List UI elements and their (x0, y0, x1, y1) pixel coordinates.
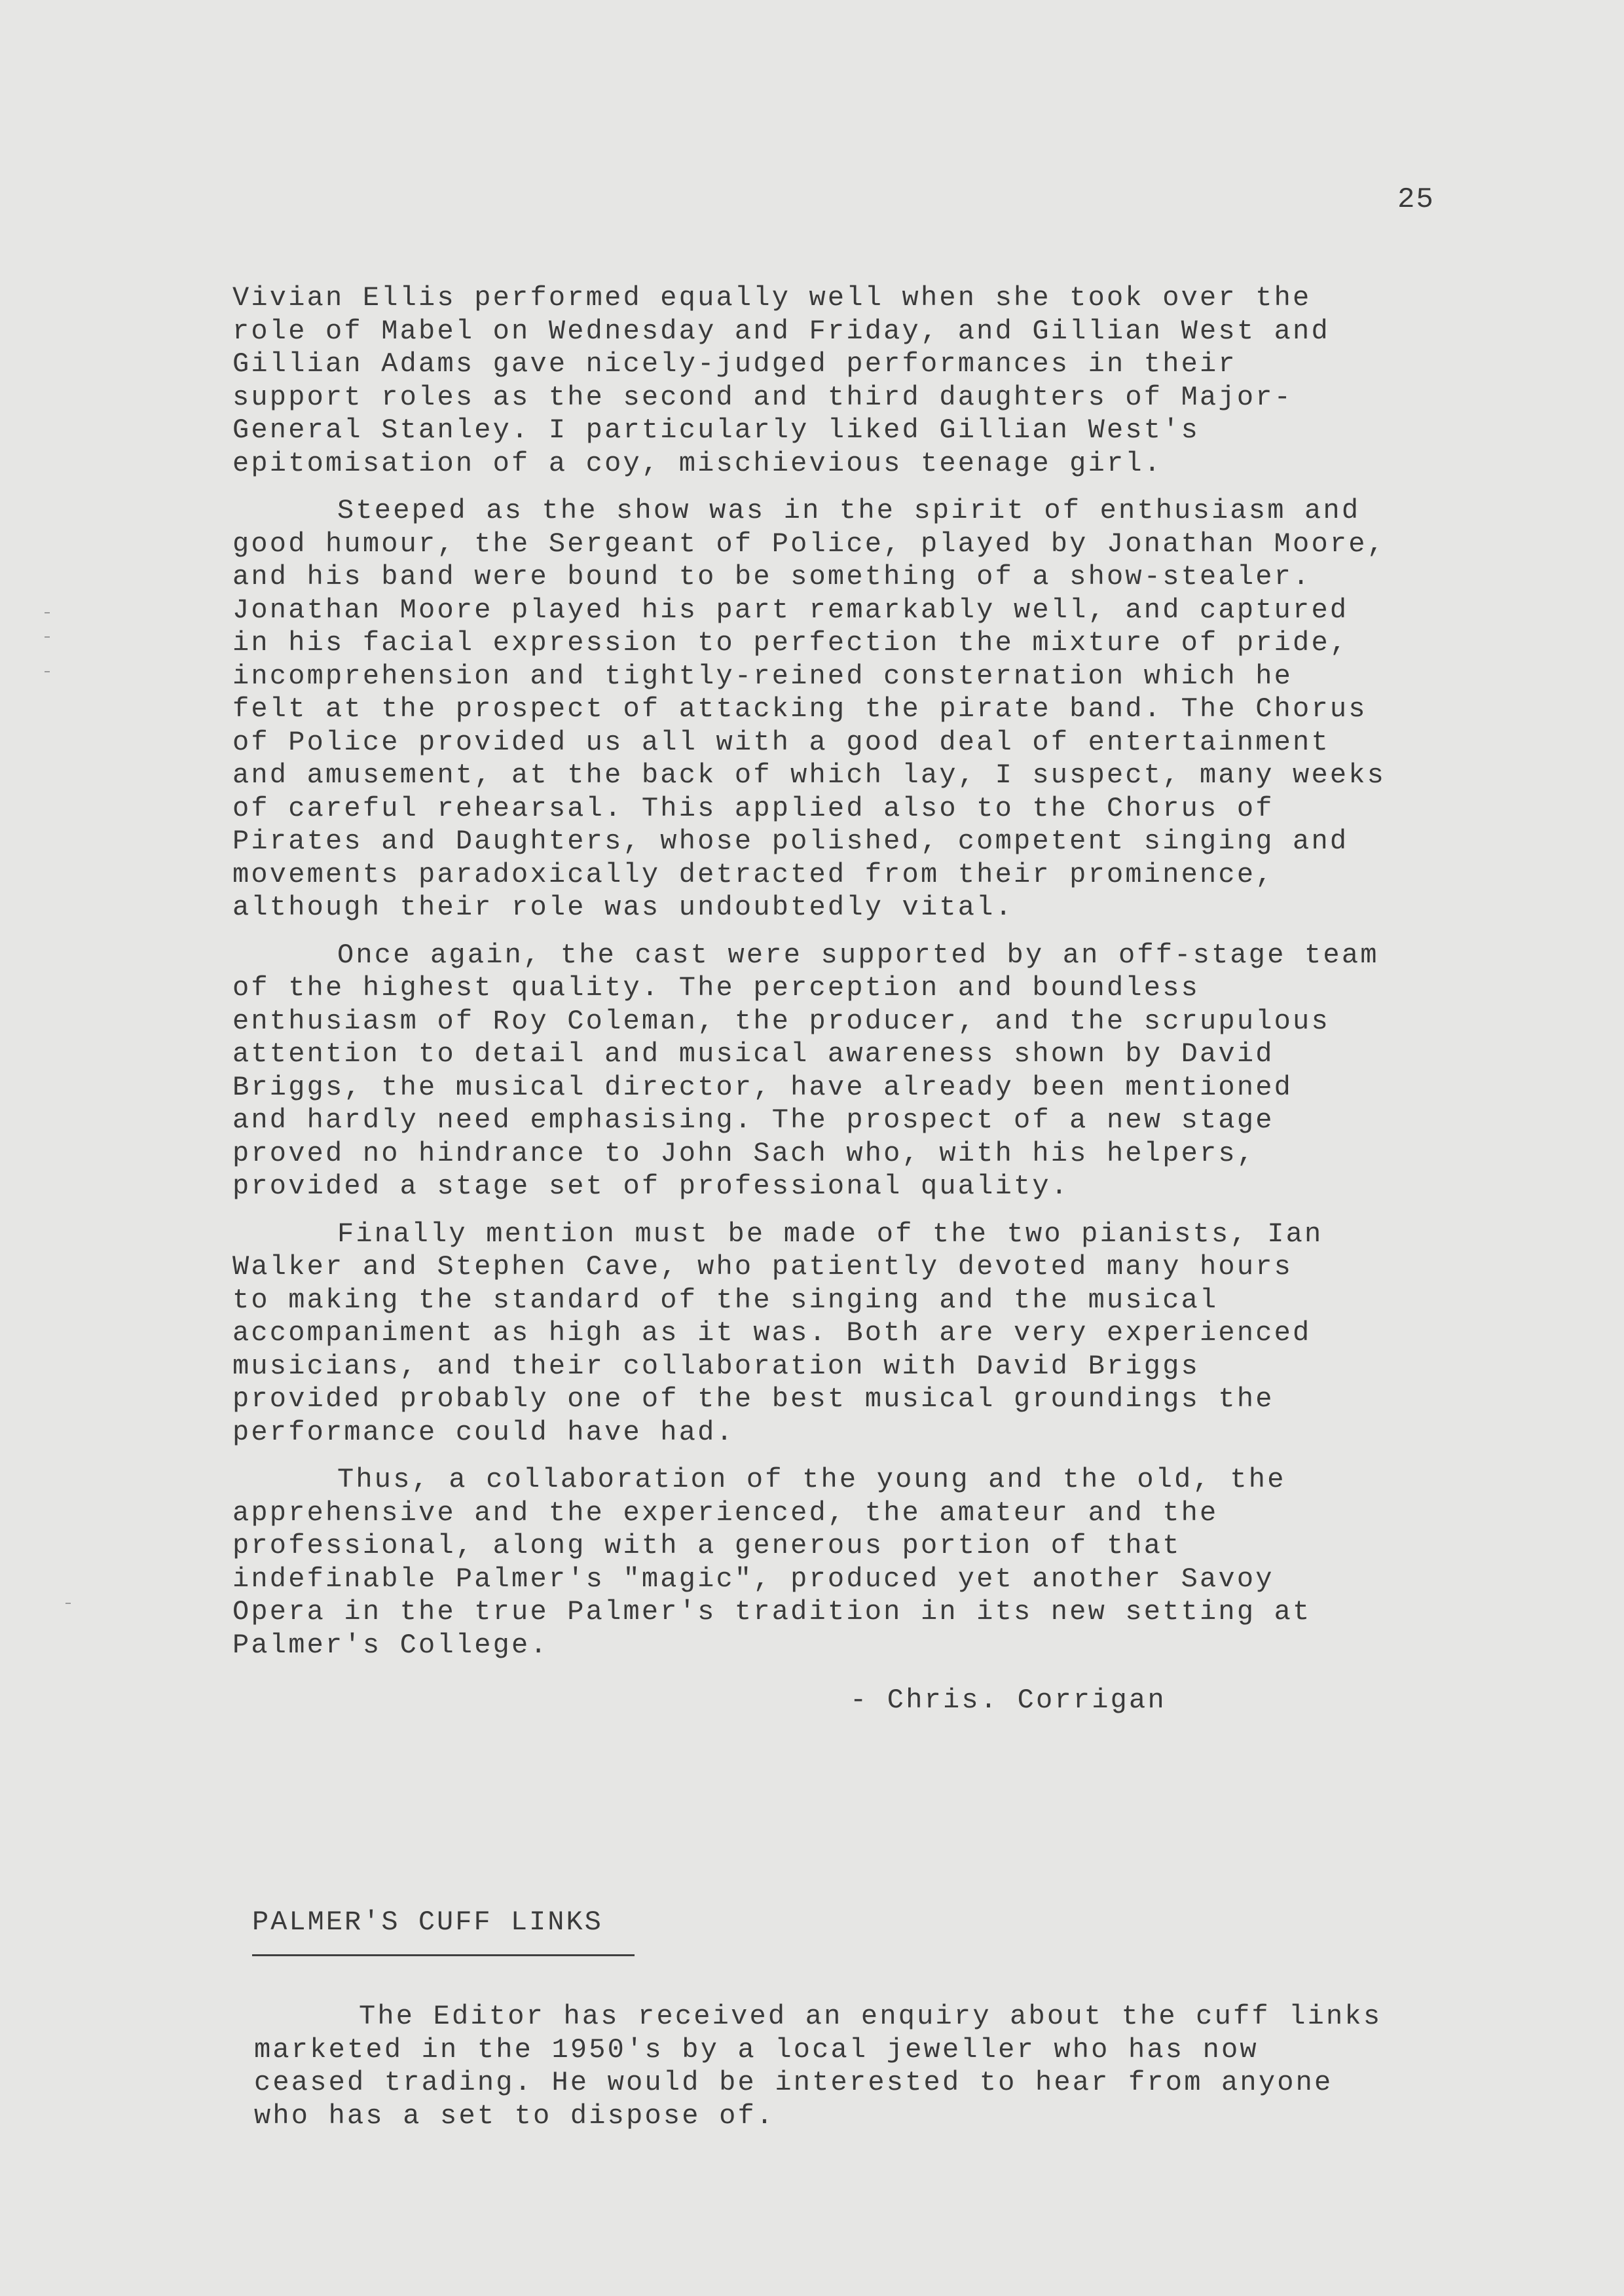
text-line: who has a set to dispose of. (254, 2100, 775, 2132)
text-line: indefinable Palmer's "magic", produced yet another Savoy (232, 1563, 1274, 1595)
paragraph (232, 1463, 1509, 1662)
text-line: professional, along with a generous portion of that (232, 1530, 1181, 1561)
text-line: epitomisation of a coy, mischievious teenage girl. (232, 447, 1163, 479)
text-line: General Stanley. I particularly liked Gillian West's (232, 414, 1200, 446)
text-line: provided probably one of the best musical groundings the (232, 1383, 1274, 1415)
text-line: in his facial expression to perfection the mixture of pride, (232, 627, 1349, 659)
text-line: marketed in the 1950's by a local jeweller who has now (254, 2033, 1259, 2066)
margin-mark (45, 636, 50, 638)
text-line: proved no hindrance to John Sach who, with his helpers, (232, 1137, 1256, 1169)
text-line: incomprehension and tightly-reined consternation which he (232, 660, 1293, 692)
text-line: of Police provided us all with a good deal of entertainment (232, 726, 1330, 758)
paragraph (232, 494, 1509, 924)
page-number: 25 (1397, 183, 1435, 216)
margin-mark (45, 612, 50, 613)
margin-mark (65, 1603, 71, 1604)
text-line: attention to detail and musical awareness shown by David (232, 1038, 1274, 1070)
text-line: enthusiasm of Roy Coleman, the producer, and the scrupulous (232, 1005, 1330, 1037)
text-line: and amusement, at the back of which lay, I suspect, many weeks (232, 759, 1386, 791)
text-line: of the highest quality. The perception and boundless (232, 972, 1200, 1004)
text-line: Thus, a collaboration of the young and the old, the (337, 1464, 1286, 1495)
section-heading: PALMER'S CUFF LINKS (252, 1906, 603, 1938)
article-body (232, 282, 1509, 1676)
notice-body (254, 2000, 1531, 2147)
text-line: Vivian Ellis performed equally well when she took over the (232, 282, 1312, 314)
text-line: and hardly need emphasising. The prospect of a new stage (232, 1104, 1274, 1136)
text-line: Walker and Stephen Cave, who patiently devoted many hours (232, 1251, 1293, 1283)
text-line: accompaniment as high as it was. Both are very experienced (232, 1317, 1312, 1349)
text-line: apprehensive and the experienced, the amateur and the (232, 1497, 1219, 1529)
text-line: Pirates and Daughters, whose polished, competent singing and (232, 826, 1349, 857)
heading-underline (252, 1954, 635, 1956)
paragraph (254, 2000, 1531, 2132)
text-line: to making the standard of the singing and the musical (232, 1284, 1219, 1316)
text-line: good humour, the Sergeant of Police, played by Jonathan Moore, (232, 528, 1386, 560)
text-line: The Editor has received an enquiry about the cuff links (359, 2001, 1382, 2032)
text-line: although their role was undoubtedly vital. (232, 892, 1014, 923)
text-line: support roles as the second and third daughters of Major- (232, 381, 1293, 413)
text-line: ceased trading. He would be interested to hear from anyone (254, 2067, 1333, 2098)
text-line: Palmer's College. (232, 1629, 549, 1661)
text-line: Once again, the cast were supported by an off-stage team (337, 939, 1379, 971)
text-line: Finally mention must be made of the two pianists, Ian (337, 1218, 1323, 1250)
text-line: musicians, and their collaboration with David Briggs (232, 1350, 1200, 1382)
text-line: Jonathan Moore played his part remarkably well, and captured (232, 594, 1349, 626)
paragraph (232, 1218, 1509, 1449)
author-signature: - Chris. Corrigan (850, 1685, 1166, 1716)
text-line: role of Mabel on Wednesday and Friday, and Gillian West and (232, 315, 1330, 347)
paragraph (232, 282, 1509, 480)
text-line: felt at the prospect of attacking the pirate band. The Chorus (232, 693, 1367, 725)
text-line: and his band were bound to be something of a show-stealer. (232, 561, 1312, 592)
text-line: Steeped as the show was in the spirit of enthusiasm and (337, 495, 1361, 526)
text-line: of careful rehearsal. This applied also to the Chorus of (232, 792, 1274, 824)
text-line: Gillian Adams gave nicely-judged performances in their (232, 348, 1237, 380)
text-line: provided a stage set of professional quality. (232, 1171, 1070, 1202)
text-line: performance could have had. (232, 1416, 735, 1448)
margin-mark (45, 671, 50, 672)
text-line: Opera in the true Palmer's tradition in its new setting at (232, 1596, 1312, 1628)
text-line: Briggs, the musical director, have already been mentioned (232, 1071, 1293, 1103)
paragraph (232, 939, 1509, 1203)
text-line: movements paradoxically detracted from their prominence, (232, 858, 1274, 890)
